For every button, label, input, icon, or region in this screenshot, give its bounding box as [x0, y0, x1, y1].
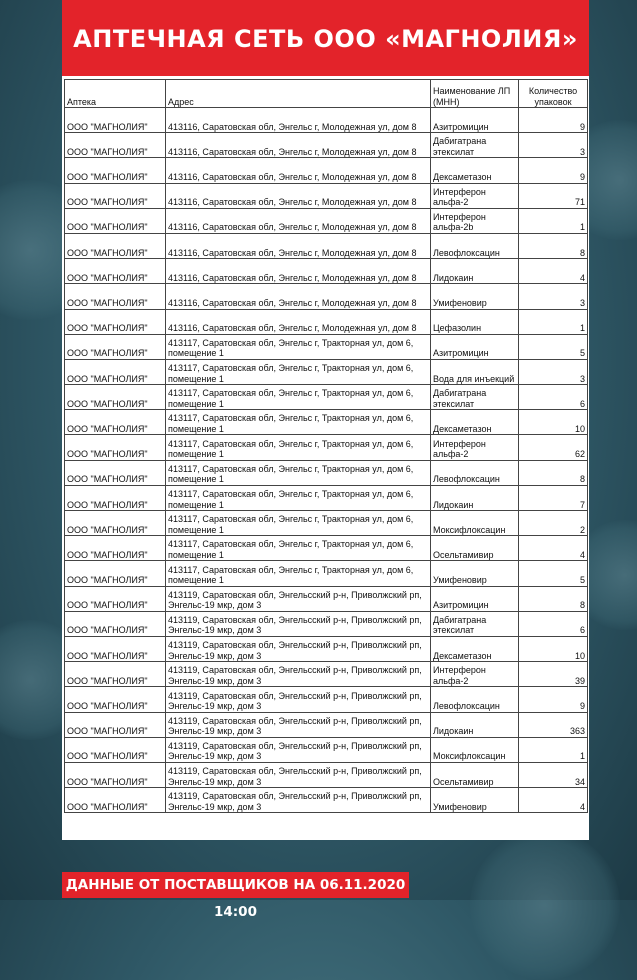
table-row	[65, 183, 588, 208]
cell-drug: Умифеновир	[431, 788, 519, 813]
cell-drug: Моксифлоксацин	[431, 511, 519, 536]
table-row	[65, 435, 588, 460]
table-row	[65, 233, 588, 258]
cell-qty: 10	[519, 410, 588, 435]
header-drug: Наименование ЛП (МНН)	[431, 80, 519, 108]
cell-pharmacy: ООО "МАГНОЛИЯ"	[65, 611, 166, 636]
cell-qty: 8	[519, 233, 588, 258]
cell-address: 413116, Саратовская обл, Энгельс г, Молодежная ул, дом 8	[166, 133, 431, 158]
cell-address: 413116, Саратовская обл, Энгельс г, Молодежная ул, дом 8	[166, 259, 431, 284]
cell-qty: 10	[519, 636, 588, 661]
table-row	[65, 586, 588, 611]
cell-pharmacy: ООО "МАГНОЛИЯ"	[65, 636, 166, 661]
table-body	[65, 108, 588, 813]
cell-qty: 9	[519, 158, 588, 183]
table-row	[65, 284, 588, 309]
cell-pharmacy: ООО "МАГНОЛИЯ"	[65, 208, 166, 233]
cell-drug: Вода для инъекций	[431, 359, 519, 384]
cell-drug: Дабигатрана этексилат	[431, 385, 519, 410]
cell-qty: 7	[519, 485, 588, 510]
cell-address: 413119, Саратовская обл, Энгельсский р-н, Приволжский рп, Энгельс-19 мкр, дом 3	[166, 762, 431, 787]
table-row	[65, 485, 588, 510]
cell-qty: 4	[519, 788, 588, 813]
cell-qty: 8	[519, 586, 588, 611]
cell-pharmacy: ООО "МАГНОЛИЯ"	[65, 561, 166, 586]
cell-address: 413116, Саратовская обл, Энгельс г, Молодежная ул, дом 8	[166, 309, 431, 334]
cell-drug: Умифеновир	[431, 284, 519, 309]
cell-address: 413117, Саратовская обл, Энгельс г, Тракторная ул, дом 6, помещение 1	[166, 460, 431, 485]
cell-qty: 6	[519, 385, 588, 410]
cell-pharmacy: ООО "МАГНОЛИЯ"	[65, 687, 166, 712]
table-row	[65, 359, 588, 384]
cell-address: 413119, Саратовская обл, Энгельсский р-н, Приволжский рп, Энгельс-19 мкр, дом 3	[166, 737, 431, 762]
table-row	[65, 687, 588, 712]
cell-address: 413117, Саратовская обл, Энгельс г, Тракторная ул, дом 6, помещение 1	[166, 359, 431, 384]
table-row	[65, 158, 588, 183]
cell-address: 413117, Саратовская обл, Энгельс г, Тракторная ул, дом 6, помещение 1	[166, 561, 431, 586]
cell-pharmacy: ООО "МАГНОЛИЯ"	[65, 410, 166, 435]
cell-pharmacy: ООО "МАГНОЛИЯ"	[65, 385, 166, 410]
table-row	[65, 762, 588, 787]
cell-address: 413119, Саратовская обл, Энгельсский р-н, Приволжский рп, Энгельс-19 мкр, дом 3	[166, 687, 431, 712]
table-row	[65, 788, 588, 813]
header-address: Адрес	[166, 80, 431, 108]
cell-qty: 34	[519, 762, 588, 787]
cell-qty: 4	[519, 259, 588, 284]
cell-pharmacy: ООО "МАГНОЛИЯ"	[65, 762, 166, 787]
table-row	[65, 309, 588, 334]
cell-qty: 9	[519, 687, 588, 712]
cell-drug: Умифеновир	[431, 561, 519, 586]
table-row	[65, 662, 588, 687]
cell-drug: Дексаметазон	[431, 158, 519, 183]
table-row	[65, 385, 588, 410]
cell-pharmacy: ООО "МАГНОЛИЯ"	[65, 334, 166, 359]
cell-address: 413119, Саратовская обл, Энгельсский р-н, Приволжский рп, Энгельс-19 мкр, дом 3	[166, 788, 431, 813]
cell-drug: Интерферон альфа-2b	[431, 208, 519, 233]
cell-pharmacy: ООО "МАГНОЛИЯ"	[65, 284, 166, 309]
cell-address: 413119, Саратовская обл, Энгельсский р-н, Приволжский рп, Энгельс-19 мкр, дом 3	[166, 662, 431, 687]
cell-drug: Интерферон альфа-2	[431, 435, 519, 460]
cell-drug: Азитромицин	[431, 108, 519, 133]
header-qty: Количество упаковок	[519, 80, 588, 108]
cell-address: 413116, Саратовская обл, Энгельс г, Молодежная ул, дом 8	[166, 284, 431, 309]
cell-drug: Дабигатрана этексилат	[431, 133, 519, 158]
cell-pharmacy: ООО "МАГНОЛИЯ"	[65, 158, 166, 183]
cell-qty: 71	[519, 183, 588, 208]
cell-qty: 4	[519, 536, 588, 561]
cell-address: 413117, Саратовская обл, Энгельс г, Тракторная ул, дом 6, помещение 1	[166, 536, 431, 561]
cell-qty: 1	[519, 737, 588, 762]
table-header-row	[65, 80, 588, 108]
cell-pharmacy: ООО "МАГНОЛИЯ"	[65, 233, 166, 258]
table-row	[65, 737, 588, 762]
cell-address: 413117, Саратовская обл, Энгельс г, Тракторная ул, дом 6, помещение 1	[166, 511, 431, 536]
cell-drug: Моксифлоксацин	[431, 737, 519, 762]
virus-decoration	[470, 830, 620, 980]
cell-pharmacy: ООО "МАГНОЛИЯ"	[65, 536, 166, 561]
cell-pharmacy: ООО "МАГНОЛИЯ"	[65, 309, 166, 334]
cell-address: 413117, Саратовская обл, Энгельс г, Тракторная ул, дом 6, помещение 1	[166, 334, 431, 359]
cell-drug: Левофлоксацин	[431, 233, 519, 258]
table-row	[65, 108, 588, 133]
cell-address: 413119, Саратовская обл, Энгельсский р-н, Приволжский рп, Энгельс-19 мкр, дом 3	[166, 611, 431, 636]
cell-qty: 363	[519, 712, 588, 737]
cell-drug: Интерферон альфа-2	[431, 662, 519, 687]
cell-drug: Осельтамивир	[431, 762, 519, 787]
cell-qty: 3	[519, 133, 588, 158]
cell-drug: Интерферон альфа-2	[431, 183, 519, 208]
cell-drug: Азитромицин	[431, 586, 519, 611]
cell-pharmacy: ООО "МАГНОЛИЯ"	[65, 108, 166, 133]
cell-drug: Лидокаин	[431, 259, 519, 284]
cell-address: 413119, Саратовская обл, Энгельсский р-н, Приволжский рп, Энгельс-19 мкр, дом 3	[166, 636, 431, 661]
cell-qty: 3	[519, 284, 588, 309]
cell-drug: Дексаметазон	[431, 636, 519, 661]
header-pharmacy: Аптека	[65, 80, 166, 108]
cell-pharmacy: ООО "МАГНОЛИЯ"	[65, 183, 166, 208]
table-row	[65, 712, 588, 737]
table-row	[65, 636, 588, 661]
cell-qty: 9	[519, 108, 588, 133]
table-row	[65, 460, 588, 485]
cell-address: 413119, Саратовская обл, Энгельсский р-н, Приволжский рп, Энгельс-19 мкр, дом 3	[166, 586, 431, 611]
table-row	[65, 536, 588, 561]
cell-pharmacy: ООО "МАГНОЛИЯ"	[65, 435, 166, 460]
cell-drug: Левофлоксацин	[431, 687, 519, 712]
cell-address: 413117, Саратовская обл, Энгельс г, Тракторная ул, дом 6, помещение 1	[166, 410, 431, 435]
cell-address: 413117, Саратовская обл, Энгельс г, Тракторная ул, дом 6, помещение 1	[166, 385, 431, 410]
cell-address: 413116, Саратовская обл, Энгельс г, Молодежная ул, дом 8	[166, 108, 431, 133]
table-row	[65, 561, 588, 586]
cell-pharmacy: ООО "МАГНОЛИЯ"	[65, 460, 166, 485]
cell-qty: 1	[519, 309, 588, 334]
footer-note: ДАННЫЕ ОТ ПОСТАВЩИКОВ НА 06.11.2020 14:00	[62, 872, 409, 898]
cell-address: 413117, Саратовская обл, Энгельс г, Тракторная ул, дом 6, помещение 1	[166, 435, 431, 460]
cell-qty: 2	[519, 511, 588, 536]
cell-pharmacy: ООО "МАГНОЛИЯ"	[65, 511, 166, 536]
cell-pharmacy: ООО "МАГНОЛИЯ"	[65, 359, 166, 384]
table-row	[65, 334, 588, 359]
cell-address: 413119, Саратовская обл, Энгельсский р-н, Приволжский рп, Энгельс-19 мкр, дом 3	[166, 712, 431, 737]
cell-address: 413116, Саратовская обл, Энгельс г, Молодежная ул, дом 8	[166, 158, 431, 183]
cell-pharmacy: ООО "МАГНОЛИЯ"	[65, 712, 166, 737]
cell-qty: 8	[519, 460, 588, 485]
cell-qty: 5	[519, 334, 588, 359]
table-row	[65, 259, 588, 284]
cell-address: 413116, Саратовская обл, Энгельс г, Молодежная ул, дом 8	[166, 233, 431, 258]
cell-drug: Цефазолин	[431, 309, 519, 334]
cell-pharmacy: ООО "МАГНОЛИЯ"	[65, 259, 166, 284]
table-row	[65, 410, 588, 435]
stock-table	[64, 79, 588, 813]
cell-drug: Азитромицин	[431, 334, 519, 359]
cell-address: 413116, Саратовская обл, Энгельс г, Молодежная ул, дом 8	[166, 208, 431, 233]
cell-drug: Лидокаин	[431, 712, 519, 737]
cell-pharmacy: ООО "МАГНОЛИЯ"	[65, 485, 166, 510]
stock-sheet	[62, 76, 589, 840]
cell-qty: 3	[519, 359, 588, 384]
cell-qty: 6	[519, 611, 588, 636]
table-row	[65, 208, 588, 233]
cell-pharmacy: ООО "МАГНОЛИЯ"	[65, 788, 166, 813]
table-row	[65, 611, 588, 636]
cell-qty: 5	[519, 561, 588, 586]
cell-qty: 1	[519, 208, 588, 233]
cell-qty: 62	[519, 435, 588, 460]
cell-address: 413116, Саратовская обл, Энгельс г, Молодежная ул, дом 8	[166, 183, 431, 208]
cell-drug: Дабигатрана этексилат	[431, 611, 519, 636]
table-row	[65, 133, 588, 158]
cell-pharmacy: ООО "МАГНОЛИЯ"	[65, 737, 166, 762]
cell-address: 413117, Саратовская обл, Энгельс г, Тракторная ул, дом 6, помещение 1	[166, 485, 431, 510]
cell-qty: 39	[519, 662, 588, 687]
cell-drug: Дексаметазон	[431, 410, 519, 435]
page-title: АПТЕЧНАЯ СЕТЬ ООО «МАГНОЛИЯ»	[62, 0, 589, 76]
cell-drug: Осельтамивир	[431, 536, 519, 561]
cell-drug: Лидокаин	[431, 485, 519, 510]
table-row	[65, 511, 588, 536]
cell-pharmacy: ООО "МАГНОЛИЯ"	[65, 586, 166, 611]
cell-pharmacy: ООО "МАГНОЛИЯ"	[65, 662, 166, 687]
cell-pharmacy: ООО "МАГНОЛИЯ"	[65, 133, 166, 158]
cell-drug: Левофлоксацин	[431, 460, 519, 485]
